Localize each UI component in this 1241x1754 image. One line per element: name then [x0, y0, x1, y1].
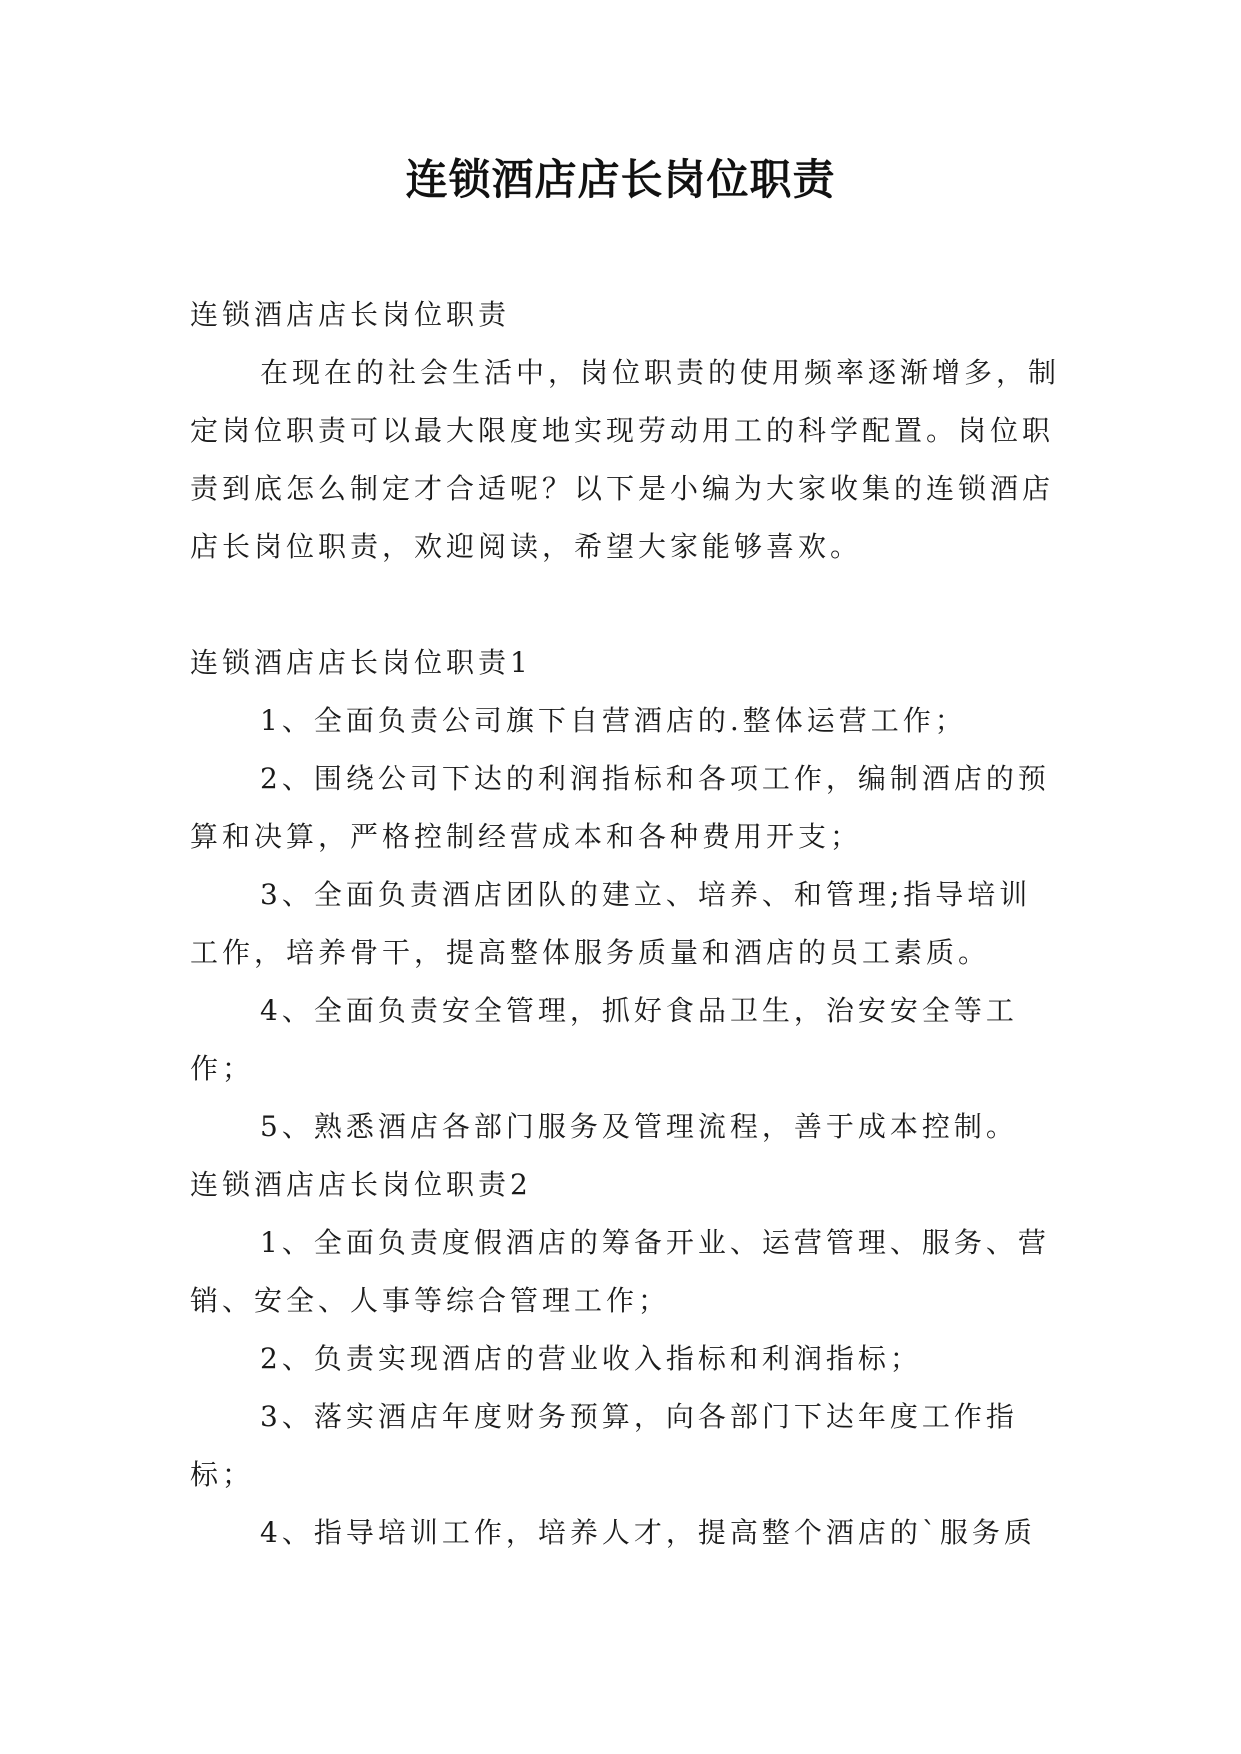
duty-item: 2、负责实现酒店的营业收入指标和利润指标； [260, 1342, 922, 1375]
document-title: 连锁酒店店长岗位职责 [405, 155, 836, 204]
intro-paragraph: 在现在的社会生活中，岗位职责的使用频率逐渐增多，制定岗位职责可以最大限度地实现劳动用工的科学配置。岗位职责到底怎么制定才合适呢？以下是小编为大家收集的连锁酒店店长岗位职责，欢迎阅读，希望大家能够喜欢。 [190, 356, 1061, 563]
section-heading-2: 连锁酒店店长岗位职责2 [190, 1168, 532, 1201]
duty-item: 2、围绕公司下达的利润指标和各项工作，编制酒店的预算和决算，严格控制经营成本和各种费用开支； [190, 762, 1050, 853]
document-body [190, 286, 1060, 1562]
intro-heading: 连锁酒店店长岗位职责 [190, 298, 511, 331]
duty-item: 1、全面负责度假酒店的筹备开业、运营管理、服务、营销、安全、人事等综合管理工作； [190, 1226, 1050, 1317]
duty-item: 3、落实酒店年度财务预算，向各部门下达年度工作指标； [190, 1400, 1018, 1491]
duty-item: 5、熟悉酒店各部门服务及管理流程，善于成本控制。 [260, 1110, 1018, 1143]
section-heading-1: 连锁酒店店长岗位职责1 [190, 646, 532, 679]
duty-item: 1、全面负责公司旗下自营酒店的.整体运营工作； [260, 704, 967, 737]
duty-item: 4、指导培训工作，培养人才，提高整个酒店的`服务质 [260, 1516, 1036, 1549]
duty-item: 4、全面负责安全管理，抓好食品卫生，治安安全等工作； [190, 994, 1018, 1085]
duty-item: 3、全面负责酒店团队的建立、培养、和管理;指导培训工作，培养骨干，提高整体服务质量和酒店的员工素质。 [190, 878, 1032, 969]
